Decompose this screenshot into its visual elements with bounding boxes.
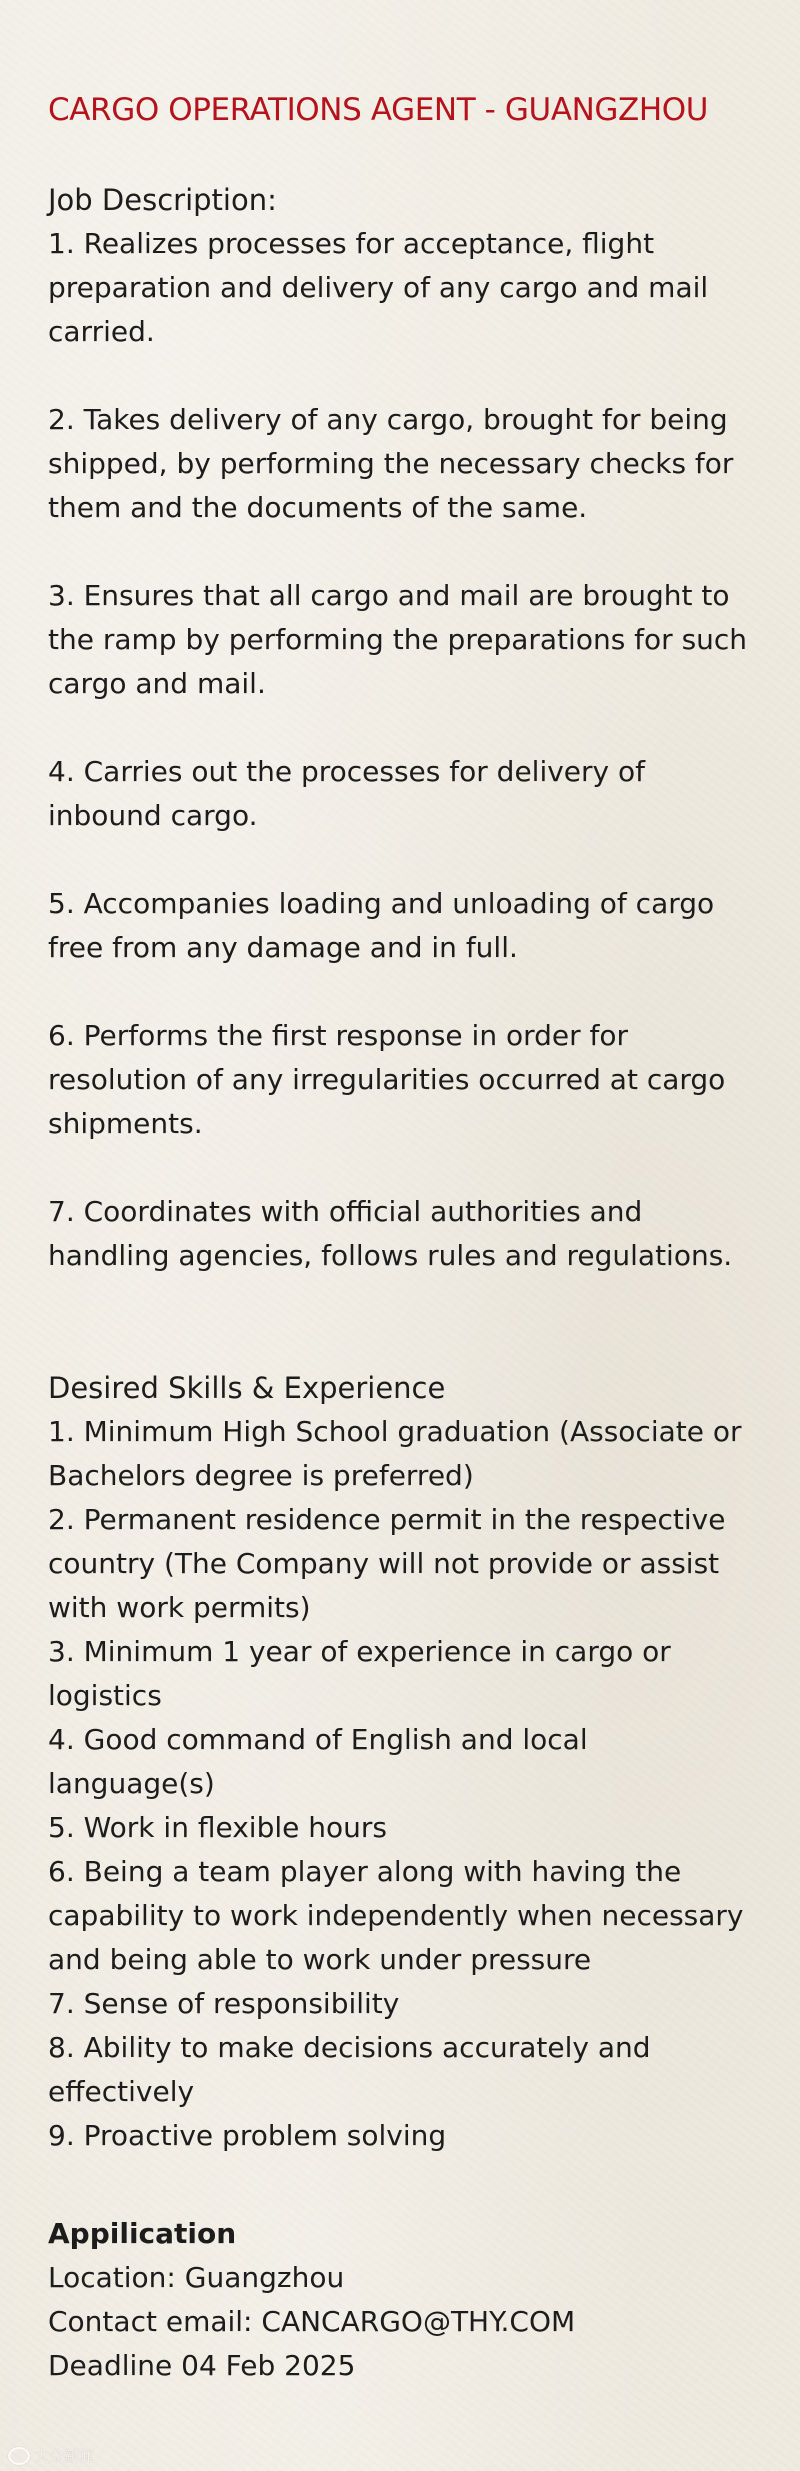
job-description-item-5: 5. Accompanies loading and unloading of cargo free from any damage and in full. [48, 887, 715, 964]
page-title: CARGO OPERATIONS AGENT - GUANGZHOU [48, 92, 709, 128]
skill-item-2: 2. Permanent residence permit in the respective country (The Company will not provide or assist with work permits) [48, 1503, 726, 1624]
weibo-style-logo-icon [8, 2447, 30, 2465]
job-description-heading: Job Description: [48, 183, 277, 217]
application-section [48, 2212, 760, 2388]
skill-item-9: 9. Proactive problem solving [48, 2119, 447, 2152]
job-description-section [48, 178, 760, 1278]
application-heading: Appilication [48, 2217, 237, 2250]
skill-item-6: 6. Being a team player along with having the capability to work independently when necessary and being able to work under pressure [48, 1855, 744, 1976]
skill-item-8: 8. Ability to make decisions accurately and effectively [48, 2031, 651, 2108]
job-description-item-6: 6. Performs the first response in order for resolution of any irregularities occurred at cargo shipments. [48, 1019, 726, 1140]
job-description-item-4: 4. Carries out the processes for delivery of inbound cargo. [48, 755, 645, 832]
skills-heading: Desired Skills & Experience [48, 1371, 446, 1405]
skills-section [48, 1366, 760, 2158]
watermark-text: 大众新闻 [34, 2447, 95, 2465]
skill-item-3: 3. Minimum 1 year of experience in cargo or logistics [48, 1635, 671, 1712]
job-description-item-1: 1. Realizes processes for acceptance, flight preparation and delivery of any cargo and mail carried. [48, 227, 709, 348]
application-location: Location: Guangzhou [48, 2261, 345, 2294]
job-description-item-3: 3. Ensures that all cargo and mail are brought to the ramp by performing the preparations for such cargo and mail. [48, 579, 748, 700]
application-deadline: Deadline 04 Feb 2025 [48, 2349, 356, 2382]
job-description-item-7: 7. Coordinates with official authorities and handling agencies, follows rules and regulations. [48, 1195, 733, 1272]
job-posting [48, 88, 760, 2388]
skill-item-5: 5. Work in flexible hours [48, 1811, 387, 1844]
application-contact-email: Contact email: CANCARGO@THY.COM [48, 2305, 576, 2338]
skill-item-7: 7. Sense of responsibility [48, 1987, 400, 2020]
skill-item-4: 4. Good command of English and local language(s) [48, 1723, 588, 1800]
job-description-item-2: 2. Takes delivery of any cargo, brought for being shipped, by performing the necessary checks for them and the documents of the same. [48, 403, 734, 524]
watermark [8, 2445, 94, 2466]
skill-item-1: 1. Minimum High School graduation (Associate or Bachelors degree is preferred) [48, 1415, 742, 1492]
